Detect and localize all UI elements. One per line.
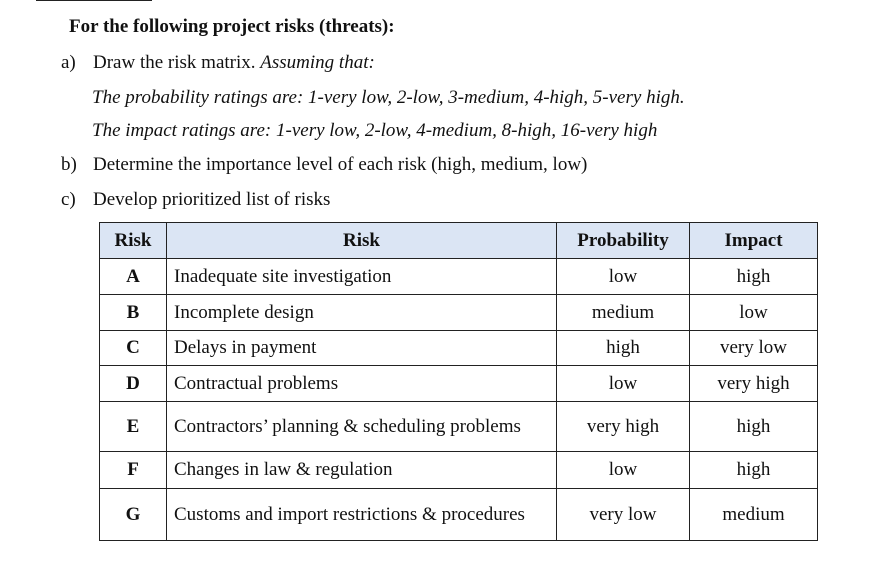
item-b-text: Determine the importance level of each risk (high, medium, low) — [93, 154, 588, 175]
risk-impact: high — [690, 452, 818, 489]
risk-table-header — [100, 223, 818, 259]
risk-probability: very low — [557, 489, 690, 541]
risk-probability: low — [557, 452, 690, 489]
risk-impact: high — [690, 259, 818, 295]
header-impact: Impact — [690, 223, 818, 259]
item-a-main: Draw the risk matrix. — [93, 52, 261, 73]
impact-note: The impact ratings are: 1-very low, 2-low, 4-medium, 8-high, 16-very high — [92, 120, 658, 141]
item-a-italic: Assuming that: — [260, 52, 375, 73]
exercise-heading: For the following project risks (threats): — [69, 16, 395, 37]
item-c-text: Develop prioritized list of risks — [93, 189, 331, 210]
risk-id: A — [100, 259, 167, 295]
risk-id: D — [100, 366, 167, 402]
risk-probability: low — [557, 366, 690, 402]
risk-name: Contractual problems — [167, 366, 557, 402]
risk-id: E — [100, 402, 167, 452]
risk-table — [99, 222, 818, 541]
table-row — [100, 402, 818, 452]
risk-impact: medium — [690, 489, 818, 541]
risk-probability: high — [557, 331, 690, 366]
header-risk-name: Risk — [167, 223, 557, 259]
item-a-text — [93, 52, 375, 74]
risk-impact: very low — [690, 331, 818, 366]
risk-name: Changes in law & regulation — [167, 452, 557, 489]
risk-impact: low — [690, 295, 818, 331]
table-row — [100, 489, 818, 541]
risk-id: F — [100, 452, 167, 489]
table-row — [100, 259, 818, 295]
table-row — [100, 331, 818, 366]
table-row — [100, 295, 818, 331]
risk-name: Delays in payment — [167, 331, 557, 366]
risk-impact: very high — [690, 366, 818, 402]
risk-id: G — [100, 489, 167, 541]
table-row — [100, 452, 818, 489]
risk-probability: very high — [557, 402, 690, 452]
probability-note: The probability ratings are: 1-very low, 2-low, 3-medium, 4-high, 5-very high. — [92, 87, 685, 108]
risk-name: Incomplete design — [167, 295, 557, 331]
top-rule — [36, 0, 152, 1]
risk-impact: high — [690, 402, 818, 452]
risk-id: C — [100, 331, 167, 366]
item-c-marker: c) — [61, 189, 76, 210]
risk-name: Customs and import restrictions & procedures — [167, 489, 557, 541]
risk-name: Inadequate site investigation — [167, 259, 557, 295]
risk-id: B — [100, 295, 167, 331]
header-risk-id: Risk — [100, 223, 167, 259]
risk-probability: low — [557, 259, 690, 295]
risk-probability: medium — [557, 295, 690, 331]
item-a-marker: a) — [61, 52, 76, 73]
table-row — [100, 366, 818, 402]
item-b-marker: b) — [61, 154, 77, 175]
risk-name: Contractors’ planning & scheduling problems — [167, 402, 557, 452]
header-probability: Probability — [557, 223, 690, 259]
